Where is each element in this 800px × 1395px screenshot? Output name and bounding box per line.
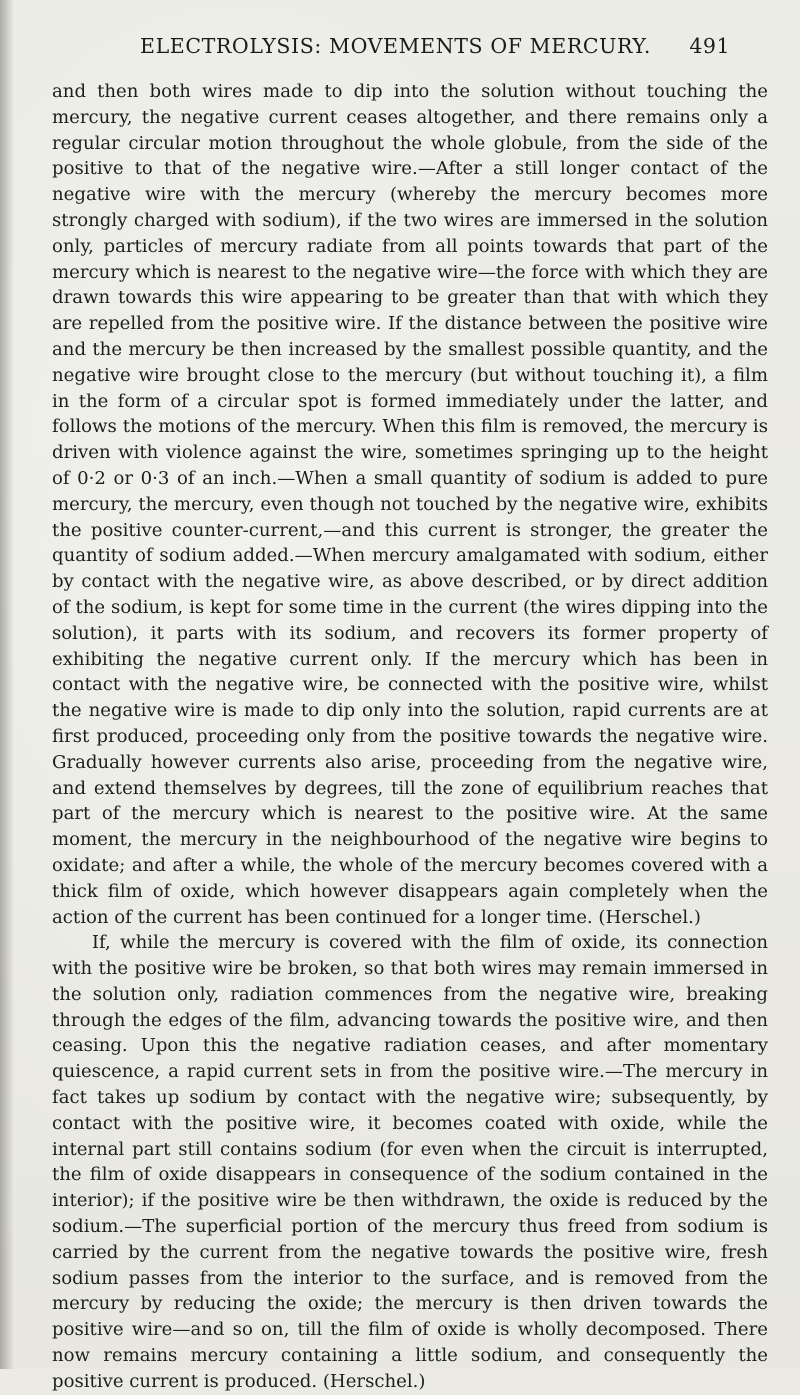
- running-header: [140, 34, 730, 64]
- page-number: 491: [689, 34, 730, 58]
- page-gutter-shadow: [0, 0, 14, 1369]
- paragraph-2: If, while the mercury is covered with the film of oxide, its connection with the positive wire be broken, so that both wires may remain immersed in the solution only, radiation commences from the negative wire, breaking through the edges of the film, advancing towards the positive wire, and then ceasing. Upon this the negative radiation ceases, and after momentary quiescence, a rapid current sets in from the positive wire.—The mercury in fact takes up sodium by contact with the negative wire; subsequently, by contact with the positive wire, it becomes coated with oxide, while the internal part still contains sodium (for even when the circuit is interrupted, the film of oxide disappears in consequence of the sodium contained in the interior); if the positive wire be then withdrawn, the oxide is reduced by the sodium.—The superficial portion of the mercury thus freed from sodium is carried by the current from the negative towards the positive wire, fresh sodium passes from the interior to the surface, and is removed from the mercury by reducing the oxide; the mercury is then driven towards the positive wire—and so on, till the film of oxide is wholly decomposed. There now remains mercury containing a little sodium, and consequently the positive current is produced. (Herschel.): [52, 932, 768, 1392]
- running-title: ELECTROLYSIS: MOVEMENTS OF MERCURY.: [140, 34, 652, 58]
- paragraph-1: and then both wires made to dip into the solution without touching the mercury, the negative current ceases altogether, and there remains only a regular circular motion throughout the whole globule, from the side of the positive to that of the negative wire.—After a still longer contact of the negative wire with the mercury (whereby the mercury becomes more strongly charged with sodium), if the two wires are immersed in the solution only, particles of mercury radiate from all points towards that part of the mercury which is nearest to the negative wire—the force with which they are drawn towards this wire appearing to be greater than that with which they are repelled from the positive wire. If the distance between the positive wire and the mercury be then increased by the smallest possible quantity, and the negative wire brought close to the mercury (but without touching it), a film in the form of a circular spot is formed immediately under the latter, and follows the motions of the mercury. When this film is removed, the mercury is driven with violence against the wire, sometimes springing up to the height of 0·2 or 0·3 of an inch.—When a small quantity of sodium is added to pure mercury, the mercury, even though not touched by the negative wire, exhibits the positive counter-current,—and this current is stronger, the greater the quantity of sodium added.—When mercury amalgamated with sodium, either by contact with the negative wire, as above described, or by direct addition of the sodium, is kept for some time in the current (the wires dipping into the solution), it parts with its sodium, and recovers its former property of exhibiting the negative current only. If the mercury which has been in contact with the negative wire, be connected with the positive wire, whilst the negative wire is made to dip only into the solution, rapid currents are at first produced, proceeding only from the positive towards the negative wire. Gradually however currents also arise, proceeding from the negative wire, and extend themselves by degrees, till the zone of equilibrium reaches that part of the mercury which is nearest to the positive wire. At the same moment, the mercury in the neighbourhood of the negative wire begins to oxidate; and after a while, the whole of the mercury becomes covered with a thick film of oxide, which however disappears again completely when the action of the current has been continued for a longer time. (Herschel.): [52, 81, 768, 928]
- body-text: [52, 79, 768, 1395]
